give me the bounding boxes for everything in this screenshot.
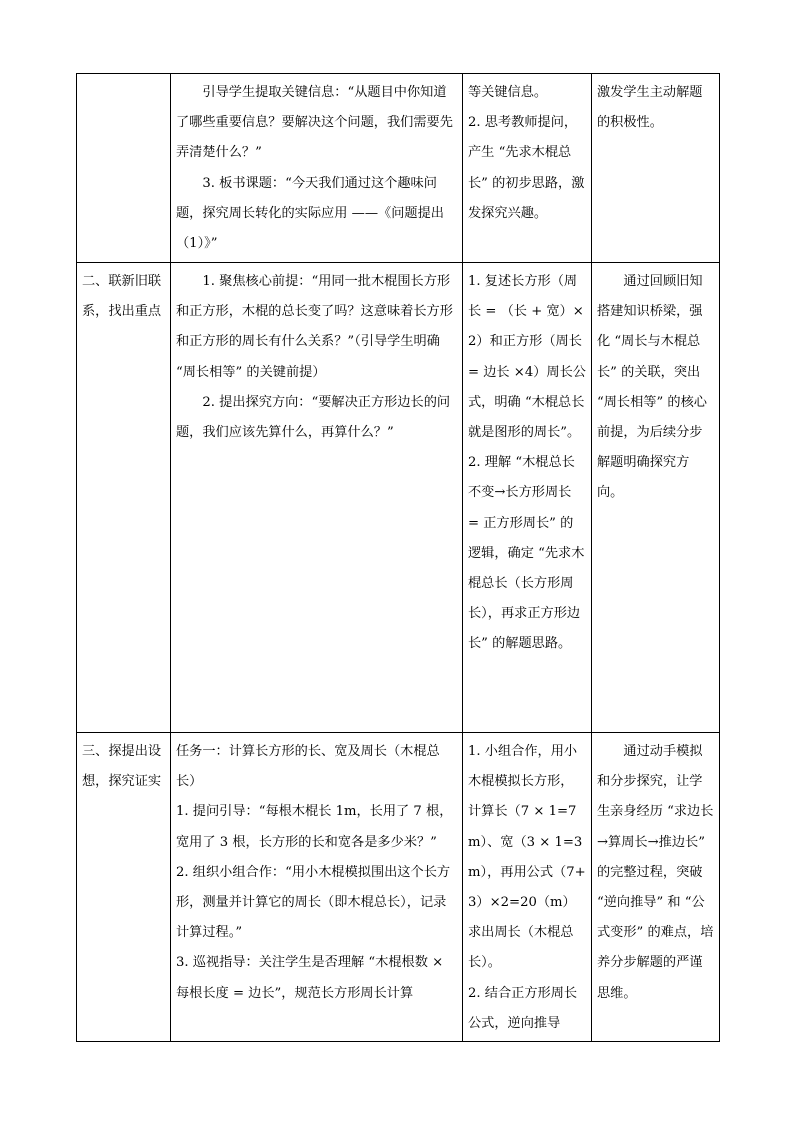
teacher-activity-cell bbox=[171, 263, 463, 733]
paragraph: 通过动手模拟和分步探究，让学生亲身经历 “求边长→算周长→推边长” 的完整过程，突破 “逆向推导” 和 “公式变形” 的难点，培养分步解题的严谨思维。 bbox=[597, 744, 714, 1001]
table-row bbox=[77, 74, 720, 263]
table-row bbox=[77, 733, 720, 1042]
paragraph: 2. 思考教师提问，产生 “先求木棍总长” 的初步思路，激发探究兴趣。 bbox=[468, 115, 585, 221]
paragraph: 2. 结合正方形周长公式，逆向推导 bbox=[468, 985, 578, 1031]
paragraph: 引导学生提取关键信息：“从题目中你知道了哪些重要信息？要解决这个问题，我们需要先弄清楚什么？” bbox=[176, 85, 453, 161]
teacher-activity-cell bbox=[171, 733, 463, 1042]
student-activity-cell bbox=[463, 263, 592, 733]
paragraph: 2. 组织小组合作：“用小木棍模拟围出这个长方形，测量并计算它的周长（即木棍总长），记录计算过程。” bbox=[176, 864, 451, 941]
design-intent-cell bbox=[592, 74, 720, 263]
student-activity-cell bbox=[463, 74, 592, 263]
paragraph: 1. 小组合作，用小木棍模拟长方形，计算长（7 × 1=7m）、宽（3 × 1=3m），再用公式（7+3）×2=20（m）求出周长（木棍总长）。 bbox=[468, 744, 586, 971]
paragraph: 2. 理解 “木棍总长不变→长方形周长 = 正方形周长” 的逻辑，确定 “先求木棍总长（长方形周长），再求正方形边长” 的解题思路。 bbox=[468, 455, 585, 652]
stage-cell bbox=[77, 733, 171, 1042]
paragraph: 1. 聚焦核心前提：“用同一批木棍围长方形和正方形，木棍的总长变了吗？这意味着长方形和正方形的周长有什么关系？”（引导学生明确 “周长相等” 的关键前提） bbox=[176, 274, 453, 380]
paragraph: 激发学生主动解题的积极性。 bbox=[597, 85, 703, 131]
task-heading: 任务一：计算长方形的长、宽及周长（木棍总长） bbox=[176, 744, 440, 790]
stage-label: 三、探提出设想，探究证实 bbox=[82, 744, 162, 790]
paragraph: 3. 板书课题：“今天我们通过这个趣味问题，探究周长转化的实际应用 ——《问题提出（1）》” bbox=[176, 175, 444, 252]
table-row bbox=[77, 263, 720, 733]
stage-cell bbox=[77, 263, 171, 733]
paragraph: 2. 提出探究方向：“要解决正方形边长的问题，我们应该先算什么，再算什么？” bbox=[176, 394, 451, 441]
paragraph: 1. 提问引导：“每根木棍长 1m，长用了 7 根，宽用了 3 根，长方形的长和宽各是多少米？” bbox=[176, 804, 453, 850]
paragraph: 1. 复述长方形（周长 = （长 + 宽）× 2）和正方形（周长 = 边长 ×4）周长公式，明确 “木棍总长就是图形的周长”。 bbox=[468, 274, 586, 441]
stage-cell bbox=[77, 74, 171, 263]
lesson-plan-table bbox=[76, 73, 720, 1042]
paragraph: 3. 巡视指导：关注学生是否理解 “木棍根数 × 每根长度 = 边长”，规范长方形周长计算 bbox=[176, 955, 444, 1001]
paragraph: 通过回顾旧知搭建知识桥梁，强化 “周长与木棍总长” 的关联，突出 “周长相等” 的核心前提，为后续分步解题明确探究方向。 bbox=[597, 274, 707, 501]
teacher-activity-cell bbox=[171, 74, 463, 263]
stage-label: 二、联新旧联系，找出重点 bbox=[82, 274, 162, 320]
design-intent-cell bbox=[592, 733, 720, 1042]
student-activity-cell bbox=[463, 733, 592, 1042]
paragraph: 等关键信息。 bbox=[468, 85, 548, 100]
design-intent-cell bbox=[592, 263, 720, 733]
